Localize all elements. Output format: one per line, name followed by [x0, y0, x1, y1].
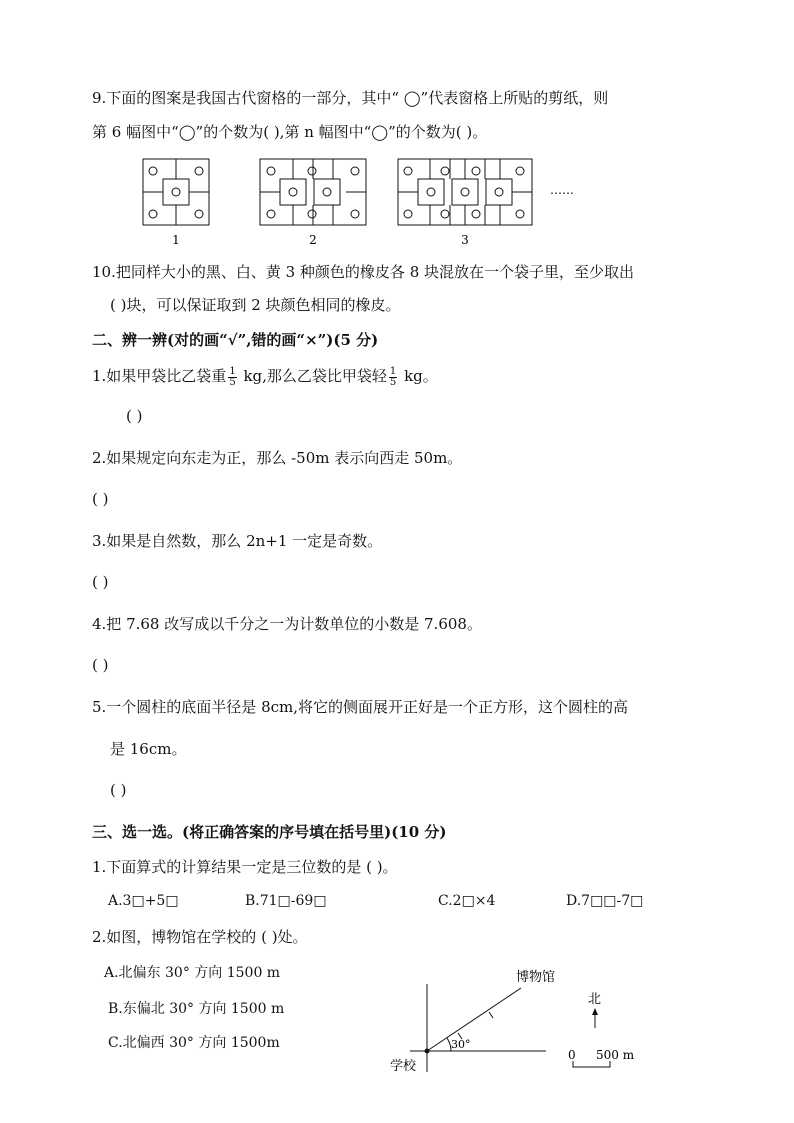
angle-label: 30° — [451, 1038, 471, 1051]
q9-line2: 第 6 幅图中“◯”的个数为( ),第 n 幅图中“◯”的个数为( )。 — [92, 123, 488, 141]
s2-item3: 3.如果是自然数，那么 2n+1 一定是奇数。 — [92, 532, 383, 550]
fraction-one-fifth-b: $\frac{1}{5}$ — [389, 365, 397, 388]
direction-ray — [427, 988, 521, 1051]
s2-item5-paren: ( ) — [110, 781, 127, 799]
s2-item1-post: kg。 — [399, 367, 438, 385]
s2-item2-paren: ( ) — [92, 490, 109, 508]
s3-q2-option-c: C.北偏西 30° 方向 1500m — [108, 1035, 280, 1051]
lattice-figure-3 — [398, 159, 532, 225]
north-arrow-head — [592, 1008, 598, 1015]
section2-title: 二、辨一辨(对的画“√”,错的画“×”)(5 分) — [92, 331, 379, 349]
direction-diagram — [380, 960, 660, 1080]
s2-item1 — [92, 366, 438, 388]
scale-value-label: 500 m — [596, 1048, 635, 1062]
school-point — [425, 1049, 430, 1054]
s2-item4-paren: ( ) — [92, 656, 109, 674]
s2-item3-paren: ( ) — [92, 573, 109, 591]
figure-label-3: 3 — [461, 233, 469, 247]
museum-label: 博物馆 — [516, 970, 556, 985]
s3-q2-option-a: A.北偏东 30° 方向 1500 m — [104, 965, 281, 981]
s2-item4: 4.把 7.68 改写成以千分之一为计数单位的小数是 7.608。 — [92, 615, 482, 633]
figure-label-2: 2 — [309, 233, 317, 247]
s2-item1-pre: 1.如果甲袋比乙袋重 — [92, 367, 227, 385]
s2-item2: 2.如果规定向东走为正，那么 -50m 表示向西走 50m。 — [92, 449, 463, 467]
s2-item1-mid: kg,那么乙袋比甲袋轻 — [238, 367, 387, 385]
north-label: 北 — [588, 992, 602, 1007]
s3-q2-option-b: B.东偏北 30° 方向 1500 m — [108, 1001, 285, 1017]
s3-q1: 1.下面算式的计算结果一定是三位数的是 ( )。 — [92, 858, 398, 876]
s2-item1-paren: ( ) — [126, 407, 143, 425]
figure-ellipsis: …… — [550, 183, 574, 197]
s3-q2: 2.如图，博物馆在学校的 ( )处。 — [92, 928, 308, 946]
s2-item5: 5.一个圆柱的底面半径是 8cm,将它的侧面展开正好是一个正方形，这个圆柱的高 — [92, 698, 629, 716]
s3-q1-option-a: A.3□+5□ — [108, 893, 179, 909]
s2-item5-line2: 是 16cm。 — [110, 740, 187, 758]
q10-line1: 10.把同样大小的黑、白、黄 3 种颜色的橡皮各 8 块混放在一个袋子里，至少取出 — [92, 263, 635, 281]
fraction-one-fifth-a: $\frac{1}{5}$ — [229, 365, 236, 388]
figure-label-1: 1 — [172, 233, 180, 247]
section3-title: 三、选一选。(将正确答案的序号填在括号里)(10 分) — [92, 823, 447, 841]
lattice-figure-2 — [260, 159, 366, 225]
scale-zero-label: 0 — [568, 1048, 576, 1062]
s3-q1-option-c: C.2□×4 — [438, 893, 496, 909]
ray-tick-2 — [489, 1012, 493, 1018]
s3-q1-option-d: D.7□□-7□ — [566, 893, 644, 909]
lattice-figures — [130, 150, 600, 250]
s3-q1-option-b: B.71□-69□ — [245, 893, 327, 909]
q10-line2: ( )块，可以保证取到 2 块颜色相同的橡皮。 — [110, 296, 401, 314]
school-label: 学校 — [390, 1059, 417, 1074]
lattice-figure-1 — [143, 159, 209, 225]
q9-line1: 9.下面的图案是我国古代窗格的一部分，其中“ ◯”代表窗格上所贴的剪纸，则 — [92, 89, 609, 107]
